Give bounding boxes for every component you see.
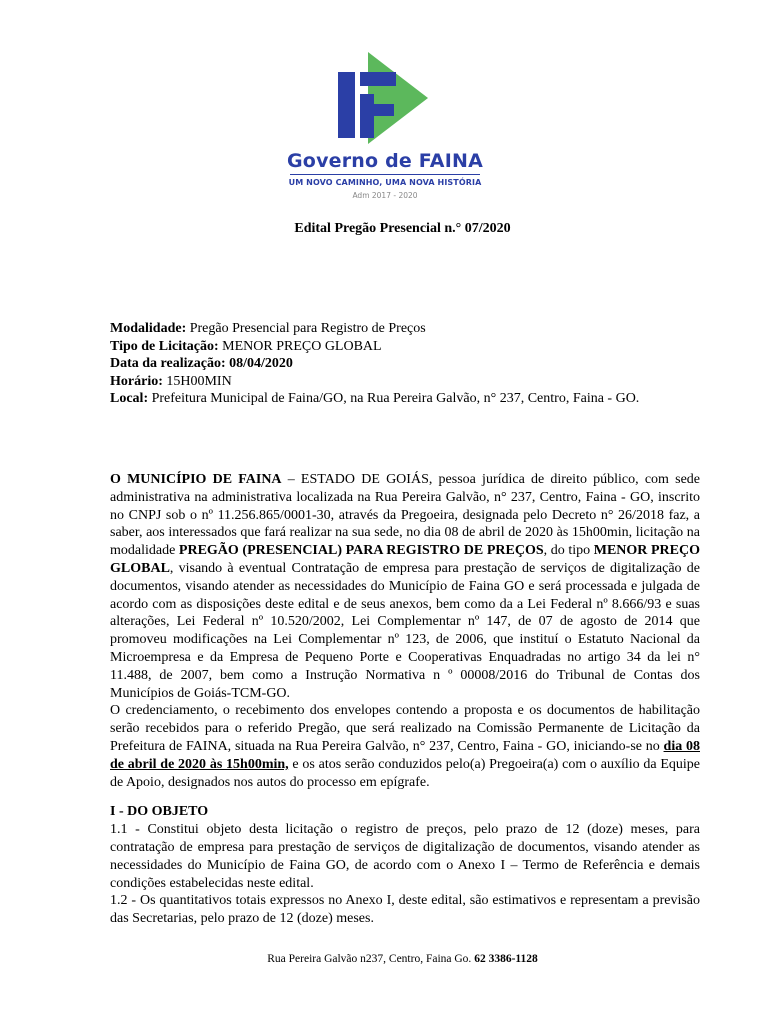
brand-name: Governo de FAINA (287, 150, 483, 172)
logo (0, 48, 770, 200)
document-title: Edital Pregão Presencial n.° 07/2020 (294, 221, 511, 236)
item-1-2: 1.2 - Os quantitativos totais expressos no Anexo I, deste edital, são estimativos e representam a previsão das Secretarias, pelo prazo de 12 (doze) meses. (110, 893, 700, 927)
paragraph-credenciamento: O credenciamento, o recebimento dos envelopes contendo a proposta e os documentos de habilitação serão recebidos para o referido Pregão, que será realizado na Comissão Permanente de Licitação da Prefeitura de FAINA, situada na Rua Pereira Galvão, n° 237, Centro, Faina - GO, iniciando-se no dia 08 de abril de 2020 às 15h00min, e os atos serão conduzidos pelo(a) Pregoeira(a) com o auxílio da Equipe de Apoio, designados nos autos do processo em epígrafe. (110, 703, 700, 790)
footer-address: Rua Pereira Galvão n237, Centro, Faina Go. (267, 953, 475, 965)
info-local: Local: Prefeitura Municipal de Faina/GO, na Rua Pereira Galvão, n° 237, Centro, Faina - GO. (110, 391, 640, 406)
brand-slogan: UM NOVO CAMINHO, UMA NOVA HISTÓRIA (288, 178, 482, 187)
page-footer (0, 953, 770, 965)
paragraph-municipio: O MUNICÍPIO DE FAINA – ESTADO DE GOIÁS, pessoa jurídica de direito público, com sede administrativa na administrativa localizada na Rua Pereira Galvão, n° 237, Centro, Faina - GO, inscrito no CNPJ sob o nº 11.256.865/0001-30, através da Pregoeira, designada pelo Decreto n° 26/2018 faz, a saber, aos interessados que fará realizar na sua sede, no dia 08 de abril de 2020 às 15h00min, licitação na modalidade PREGÃO (PRESENCIAL) PARA REGISTRO DE PREÇOS, do tipo MENOR PREÇO GLOBAL, visando à eventual Contratação de empresa para prestação de serviços de digitalização de documentos, visando atender as necessidades do Município de Faina GO e será processada e julgada de acordo com as disposições deste edital e de seus anexos, bem como da a Lei Federal nº 8.666/93 e suas alterações, Lei Federal nº 10.520/2002, Lei Complementar nº 147, de 07 de agosto de 2014 que promoveu modificações na Lei Complementar nº 123, de 2006, que instituí o Estatuto Nacional da Microempresa e da Empresa de Pequeno Porte e Cooperativas Enquadradas no artigo 34 da lei n° 11.488, de 2007, bem como a Instrução Normativa n º 00008/2016 do Tribunal de Contas dos Municípios de Goiás-TCM-GO. (110, 472, 701, 701)
brand-divider (290, 174, 480, 175)
faina-logo-icon (330, 48, 440, 148)
info-tipo-licitacao: Tipo de Licitação: MENOR PREÇO GLOBAL (110, 338, 382, 354)
footer-phone: 62 3386-1128 (474, 953, 538, 965)
document-body (110, 471, 700, 928)
info-modalidade: Modalidade: Pregão Presencial para Registro de Preços (110, 321, 426, 336)
info-data-realizacao: Data da realização: 08/04/2020 (110, 356, 293, 371)
item-1-1: 1.1 - Constitui objeto desta licitação o registro de preços, pelo prazo de 12 (doze) meses, para contratação de empresa para prestação de serviços de digitalização de documentos, visando atender as necessidades do Município de Faina GO, de acordo com o Anexo I – Termo de Referência e demais condições estabelecidas neste edital. (110, 822, 700, 891)
section-heading-objeto: I - DO OBJETO (110, 804, 209, 820)
info-horario: Horário: 15H00MIN (110, 373, 232, 389)
info-block (110, 320, 710, 408)
brand-term: Adm 2017 - 2020 (352, 191, 418, 200)
